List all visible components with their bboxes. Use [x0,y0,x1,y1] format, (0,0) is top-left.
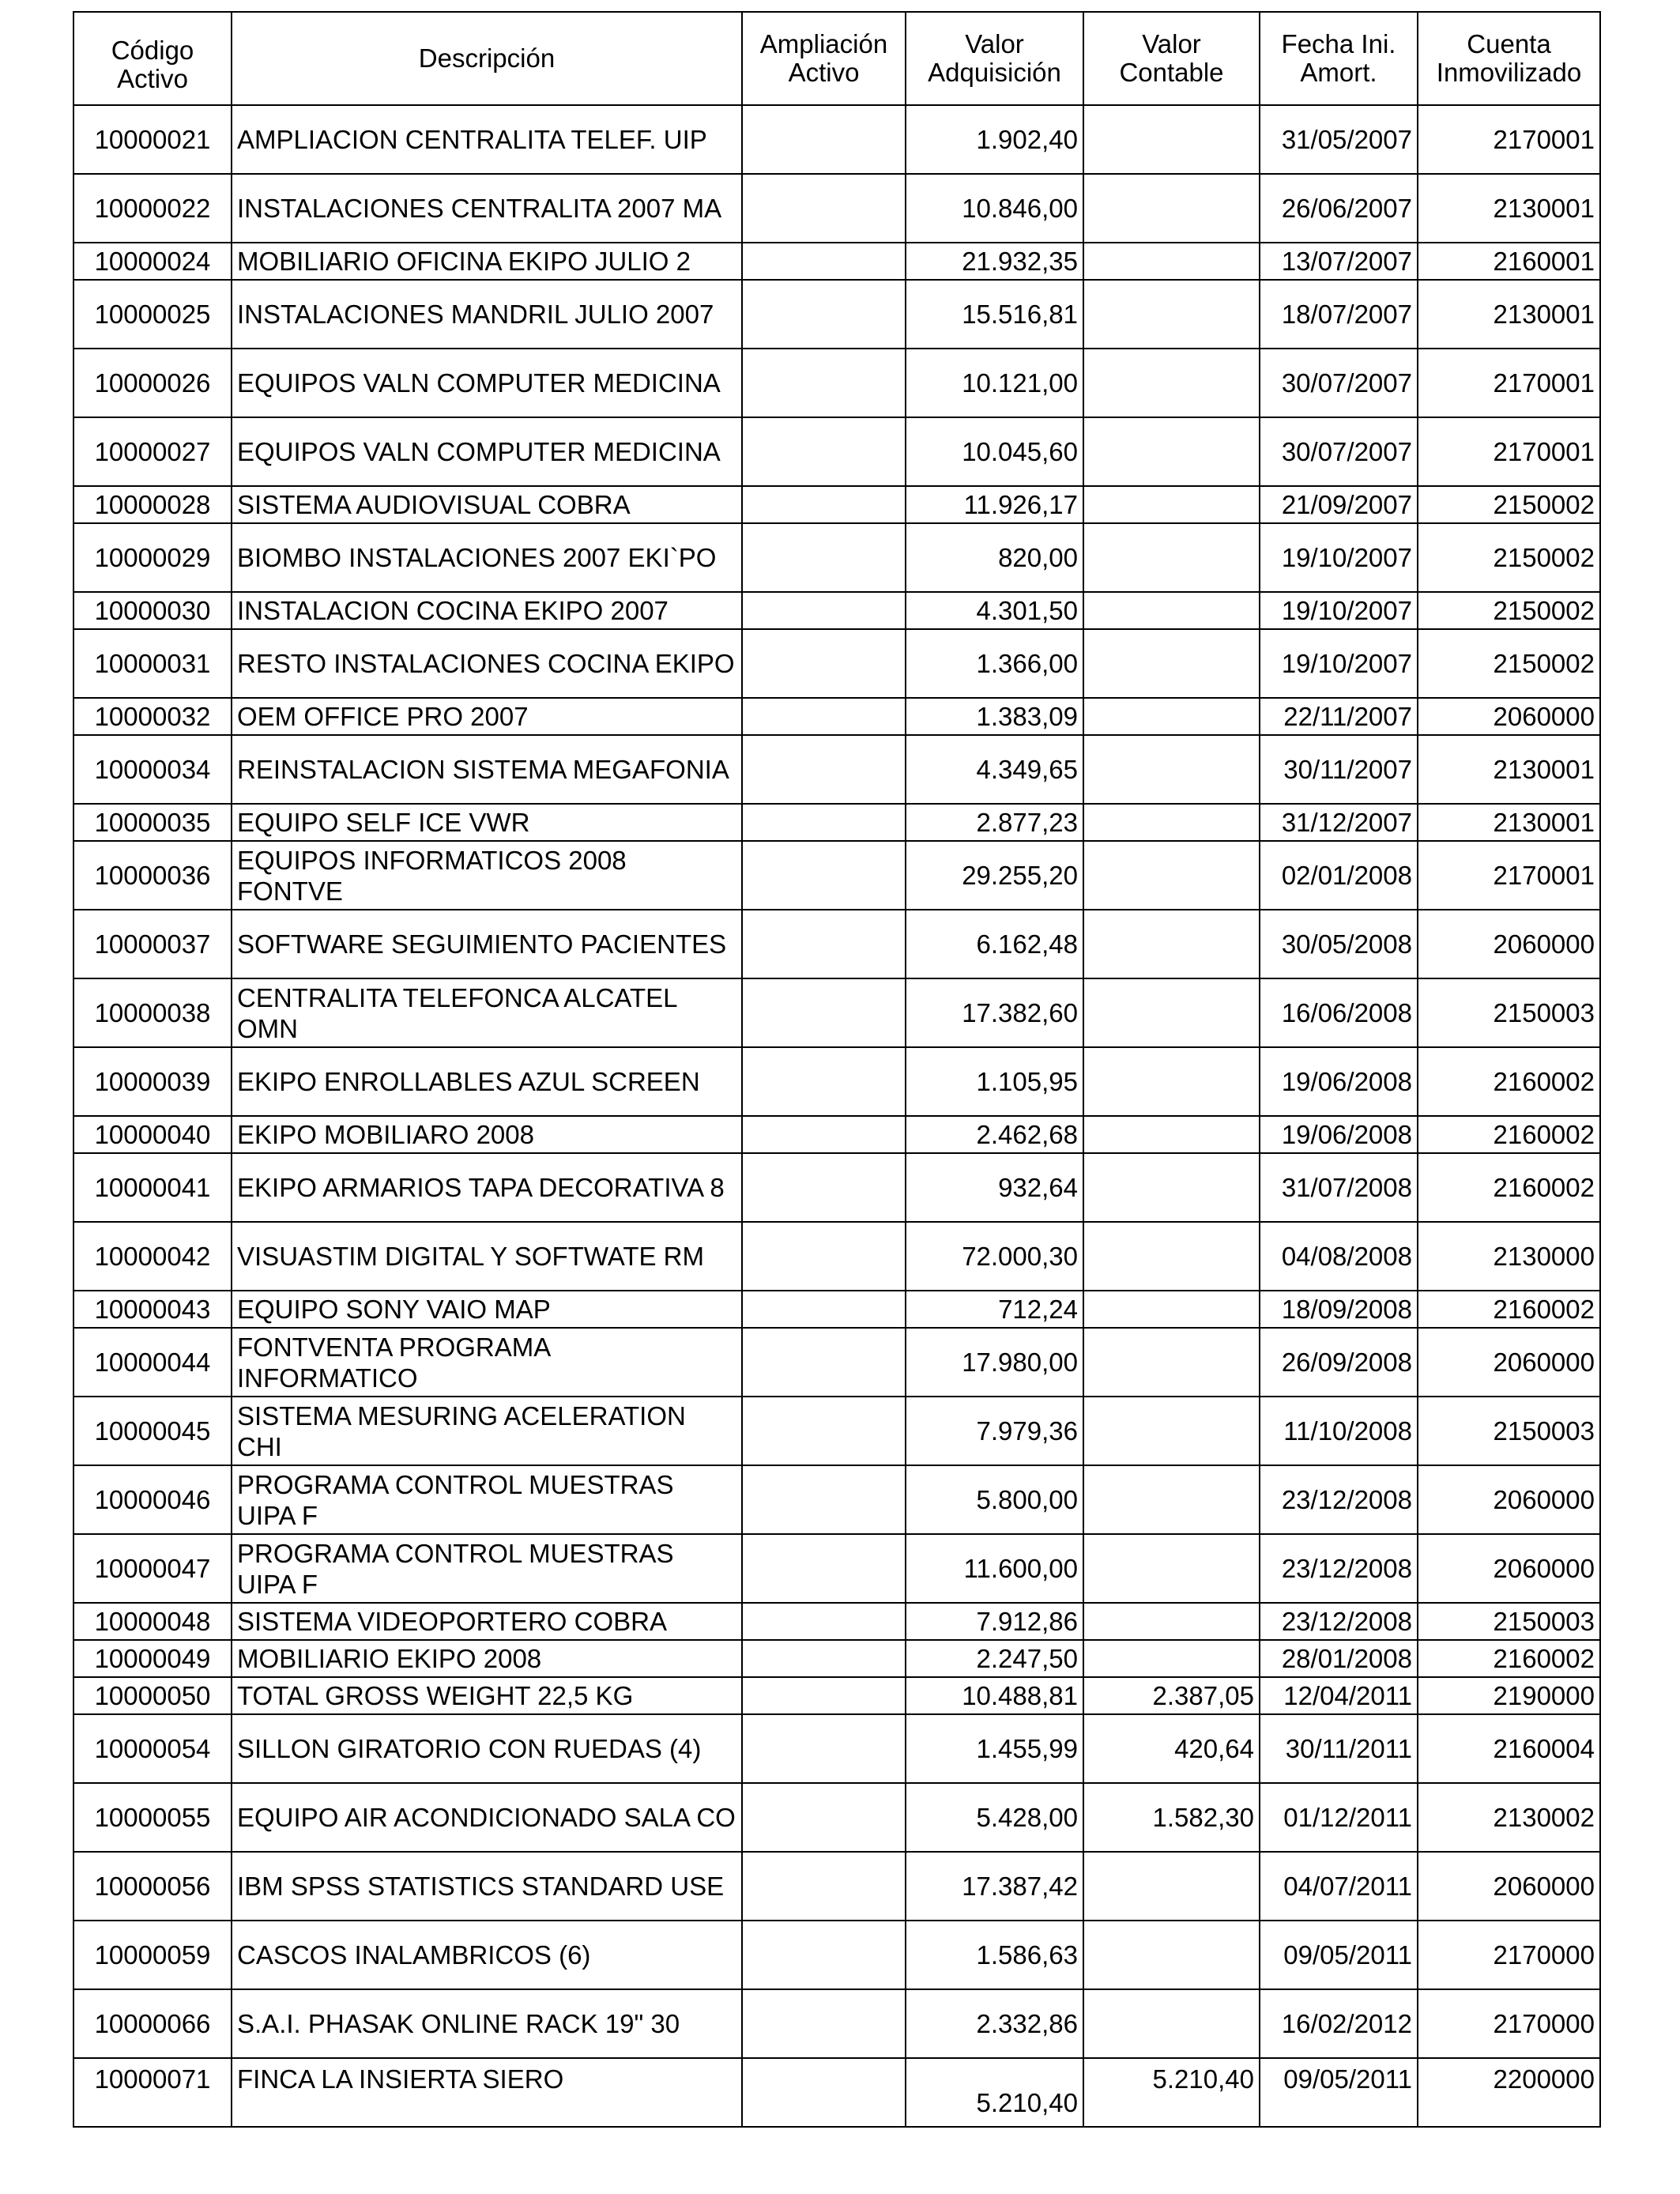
cell-cuenta: 2130001 [1418,174,1600,243]
cell-ampliacion [742,1640,906,1677]
cell-ampliacion [742,1397,906,1465]
assets-table [73,11,1601,2128]
cell-fecha: 21/09/2007 [1260,486,1418,523]
cell-ampliacion [742,280,906,349]
cell-fecha: 04/08/2008 [1260,1222,1418,1291]
cell-codigo: 10000038 [73,978,232,1047]
cell-valor-contable [1083,1047,1260,1116]
cell-valor-contable [1083,349,1260,417]
cell-fecha: 31/12/2007 [1260,804,1418,841]
cell-valor-contable: 2.387,05 [1083,1677,1260,1714]
table-row [73,174,1600,243]
cell-fecha: 02/01/2008 [1260,841,1418,910]
cell-cuenta: 2130001 [1418,735,1600,804]
cell-descripcion: TOTAL GROSS WEIGHT 22,5 KG [232,1677,742,1714]
cell-fecha: 19/10/2007 [1260,592,1418,629]
cell-ampliacion [742,1534,906,1603]
cell-fecha: 30/05/2008 [1260,910,1418,978]
cell-valor-contable [1083,1603,1260,1640]
table-row [73,1677,1600,1714]
table-body [73,105,1600,2127]
cell-cuenta: 2150003 [1418,1603,1600,1640]
table-row [73,280,1600,349]
cell-codigo: 10000042 [73,1222,232,1291]
cell-fecha: 30/07/2007 [1260,417,1418,486]
cell-descripcion: EQUIPO SONY VAIO MAP [232,1291,742,1328]
cell-valor-contable [1083,486,1260,523]
cell-valor-adquisicion: 10.121,00 [906,349,1083,417]
cell-valor-contable [1083,1852,1260,1921]
cell-ampliacion [742,243,906,280]
cell-fecha: 23/12/2008 [1260,1465,1418,1534]
cell-fecha: 23/12/2008 [1260,1603,1418,1640]
cell-fecha: 30/07/2007 [1260,349,1418,417]
cell-codigo: 10000041 [73,1153,232,1222]
cell-fecha: 31/05/2007 [1260,105,1418,174]
table-row [73,1465,1600,1534]
cell-codigo: 10000059 [73,1921,232,1989]
table-row [73,349,1600,417]
cell-cuenta: 2150002 [1418,629,1600,698]
cell-cuenta: 2130002 [1418,1783,1600,1852]
cell-valor-adquisicion: 1.105,95 [906,1047,1083,1116]
cell-fecha: 09/05/2011 [1260,1921,1418,1989]
cell-codigo: 10000027 [73,417,232,486]
cell-cuenta: 2170001 [1418,841,1600,910]
cell-ampliacion [742,1921,906,1989]
cell-valor-adquisicion: 2.877,23 [906,804,1083,841]
cell-valor-contable [1083,280,1260,349]
cell-valor-adquisicion: 15.516,81 [906,280,1083,349]
cell-ampliacion [742,735,906,804]
cell-cuenta: 2170001 [1418,417,1600,486]
cell-codigo: 10000043 [73,1291,232,1328]
cell-descripcion: SISTEMA AUDIOVISUAL COBRA [232,486,742,523]
cell-descripcion: FINCA LA INSIERTA SIERO [232,2058,742,2127]
cell-valor-adquisicion: 5.210,40 [906,2058,1083,2127]
cell-cuenta: 2160001 [1418,243,1600,280]
cell-fecha: 26/09/2008 [1260,1328,1418,1397]
cell-valor-adquisicion: 21.932,35 [906,243,1083,280]
cell-descripcion: CENTRALITA TELEFONCA ALCATEL OMN [232,978,742,1047]
header-cuenta: Cuenta Inmovilizado [1418,12,1600,105]
cell-codigo: 10000045 [73,1397,232,1465]
header-fecha: Fecha Ini. Amort. [1260,12,1418,105]
cell-codigo: 10000025 [73,280,232,349]
cell-descripcion: CASCOS INALAMBRICOS (6) [232,1921,742,1989]
cell-codigo: 10000055 [73,1783,232,1852]
cell-codigo: 10000032 [73,698,232,735]
cell-ampliacion [742,1047,906,1116]
cell-fecha: 26/06/2007 [1260,174,1418,243]
cell-descripcion: PROGRAMA CONTROL MUESTRAS UIPA F [232,1465,742,1534]
table-row [73,629,1600,698]
cell-cuenta: 2160002 [1418,1291,1600,1328]
cell-codigo: 10000028 [73,486,232,523]
cell-codigo: 10000048 [73,1603,232,1640]
table-row [73,2058,1600,2127]
cell-cuenta: 2130001 [1418,804,1600,841]
header-descripcion: Descripción [232,12,742,105]
cell-ampliacion [742,629,906,698]
cell-codigo: 10000026 [73,349,232,417]
cell-ampliacion [742,523,906,592]
cell-descripcion: FONTVENTA PROGRAMA INFORMATICO [232,1328,742,1397]
cell-fecha: 19/10/2007 [1260,629,1418,698]
cell-fecha: 30/11/2007 [1260,735,1418,804]
cell-ampliacion [742,174,906,243]
cell-descripcion: REINSTALACION SISTEMA MEGAFONIA [232,735,742,804]
cell-valor-contable [1083,1534,1260,1603]
cell-valor-adquisicion: 932,64 [906,1153,1083,1222]
table-row [73,698,1600,735]
cell-descripcion: INSTALACIONES MANDRIL JULIO 2007 [232,280,742,349]
table-row [73,804,1600,841]
cell-ampliacion [742,1328,906,1397]
cell-valor-adquisicion: 1.455,99 [906,1714,1083,1783]
cell-ampliacion [742,1677,906,1714]
table-row [73,841,1600,910]
cell-ampliacion [742,349,906,417]
cell-fecha: 13/07/2007 [1260,243,1418,280]
cell-valor-adquisicion: 17.382,60 [906,978,1083,1047]
cell-valor-contable [1083,1153,1260,1222]
cell-cuenta: 2060000 [1418,698,1600,735]
cell-fecha: 31/07/2008 [1260,1153,1418,1222]
cell-fecha: 04/07/2011 [1260,1852,1418,1921]
cell-valor-adquisicion: 1.383,09 [906,698,1083,735]
cell-valor-adquisicion: 2.247,50 [906,1640,1083,1677]
cell-valor-contable [1083,592,1260,629]
table-row [73,1291,1600,1328]
cell-valor-adquisicion: 10.846,00 [906,174,1083,243]
cell-cuenta: 2060000 [1418,1534,1600,1603]
table-row [73,1603,1600,1640]
cell-valor-contable: 1.582,30 [1083,1783,1260,1852]
cell-valor-adquisicion: 6.162,48 [906,910,1083,978]
cell-ampliacion [742,105,906,174]
cell-valor-adquisicion: 10.045,60 [906,417,1083,486]
cell-ampliacion [742,417,906,486]
cell-codigo: 10000066 [73,1989,232,2058]
cell-valor-adquisicion: 820,00 [906,523,1083,592]
cell-cuenta: 2150002 [1418,486,1600,523]
table-row [73,105,1600,174]
cell-cuenta: 2060000 [1418,1465,1600,1534]
table-row [73,1047,1600,1116]
cell-valor-adquisicion: 712,24 [906,1291,1083,1328]
table-row [73,417,1600,486]
cell-fecha: 11/10/2008 [1260,1397,1418,1465]
cell-ampliacion [742,2058,906,2127]
cell-descripcion: EKIPO ENROLLABLES AZUL SCREEN [232,1047,742,1116]
cell-descripcion: EKIPO ARMARIOS TAPA DECORATIVA 8 [232,1153,742,1222]
cell-valor-adquisicion: 11.926,17 [906,486,1083,523]
cell-valor-contable [1083,417,1260,486]
cell-ampliacion [742,1153,906,1222]
cell-ampliacion [742,1465,906,1534]
cell-valor-adquisicion: 1.366,00 [906,629,1083,698]
cell-valor-adquisicion: 17.980,00 [906,1328,1083,1397]
cell-descripcion: SISTEMA MESURING ACELERATION CHI [232,1397,742,1465]
cell-valor-contable [1083,804,1260,841]
cell-descripcion: EQUIPOS INFORMATICOS 2008 FONTVE [232,841,742,910]
header-valor-adquisicion: Valor Adquisición [906,12,1083,105]
cell-ampliacion [742,910,906,978]
table-row [73,1534,1600,1603]
cell-valor-adquisicion: 2.462,68 [906,1116,1083,1153]
cell-valor-adquisicion: 2.332,86 [906,1989,1083,2058]
cell-valor-adquisicion: 7.979,36 [906,1397,1083,1465]
cell-valor-adquisicion: 29.255,20 [906,841,1083,910]
cell-ampliacion [742,1603,906,1640]
cell-valor-adquisicion: 72.000,30 [906,1222,1083,1291]
header-valor-contable: Valor Contable [1083,12,1260,105]
cell-codigo: 10000035 [73,804,232,841]
table-row [73,1783,1600,1852]
cell-fecha: 18/09/2008 [1260,1291,1418,1328]
cell-ampliacion [742,698,906,735]
cell-descripcion: SOFTWARE SEGUIMIENTO PACIENTES [232,910,742,978]
cell-valor-contable [1083,1640,1260,1677]
table-row [73,735,1600,804]
cell-descripcion: INSTALACIONES CENTRALITA 2007 MA [232,174,742,243]
cell-valor-contable [1083,105,1260,174]
cell-valor-adquisicion: 5.428,00 [906,1783,1083,1852]
cell-cuenta: 2170000 [1418,1921,1600,1989]
cell-valor-contable [1083,1921,1260,1989]
table-row [73,1640,1600,1677]
cell-codigo: 10000049 [73,1640,232,1677]
cell-cuenta: 2170001 [1418,105,1600,174]
cell-valor-contable [1083,1116,1260,1153]
cell-ampliacion [742,978,906,1047]
cell-descripcion: SILLON GIRATORIO CON RUEDAS (4) [232,1714,742,1783]
cell-valor-contable [1083,523,1260,592]
cell-ampliacion [742,486,906,523]
cell-ampliacion [742,1989,906,2058]
cell-descripcion: RESTO INSTALACIONES COCINA EKIPO [232,629,742,698]
cell-fecha: 28/01/2008 [1260,1640,1418,1677]
cell-cuenta: 2160002 [1418,1116,1600,1153]
cell-descripcion: SISTEMA VIDEOPORTERO COBRA [232,1603,742,1640]
cell-valor-adquisicion: 1.586,63 [906,1921,1083,1989]
cell-valor-adquisicion: 1.902,40 [906,105,1083,174]
cell-valor-contable [1083,978,1260,1047]
cell-codigo: 10000036 [73,841,232,910]
cell-valor-adquisicion: 10.488,81 [906,1677,1083,1714]
cell-fecha: 19/06/2008 [1260,1116,1418,1153]
cell-ampliacion [742,1291,906,1328]
cell-codigo: 10000056 [73,1852,232,1921]
cell-codigo: 10000030 [73,592,232,629]
cell-fecha: 23/12/2008 [1260,1534,1418,1603]
cell-valor-contable [1083,243,1260,280]
cell-descripcion: AMPLIACION CENTRALITA TELEF. UIP [232,105,742,174]
cell-ampliacion [742,1222,906,1291]
cell-valor-contable [1083,698,1260,735]
cell-cuenta: 2130000 [1418,1222,1600,1291]
table-row [73,1222,1600,1291]
cell-valor-contable: 420,64 [1083,1714,1260,1783]
cell-ampliacion [742,1116,906,1153]
cell-valor-contable [1083,629,1260,698]
table-row [73,1852,1600,1921]
table-row [73,978,1600,1047]
cell-cuenta: 2060000 [1418,910,1600,978]
cell-descripcion: INSTALACION COCINA EKIPO 2007 [232,592,742,629]
cell-cuenta: 2200000 [1418,2058,1600,2127]
table-row [73,523,1600,592]
header-ampliacion: Ampliación Activo [742,12,906,105]
cell-codigo: 10000046 [73,1465,232,1534]
table-row [73,1116,1600,1153]
cell-descripcion: PROGRAMA CONTROL MUESTRAS UIPA F [232,1534,742,1603]
cell-cuenta: 2170001 [1418,349,1600,417]
cell-cuenta: 2160002 [1418,1047,1600,1116]
cell-fecha: 09/05/2011 [1260,2058,1418,2127]
cell-codigo: 10000031 [73,629,232,698]
cell-descripcion: EQUIPOS VALN COMPUTER MEDICINA [232,349,742,417]
cell-codigo: 10000047 [73,1534,232,1603]
cell-valor-contable [1083,910,1260,978]
cell-codigo: 10000037 [73,910,232,978]
cell-valor-adquisicion: 4.349,65 [906,735,1083,804]
cell-descripcion: EQUIPO SELF ICE VWR [232,804,742,841]
cell-cuenta: 2150003 [1418,978,1600,1047]
table-row [73,1989,1600,2058]
cell-descripcion: EKIPO MOBILIARO 2008 [232,1116,742,1153]
cell-codigo: 10000024 [73,243,232,280]
cell-codigo: 10000044 [73,1328,232,1397]
cell-descripcion: OEM OFFICE PRO 2007 [232,698,742,735]
cell-valor-contable [1083,1291,1260,1328]
table-row [73,486,1600,523]
header-codigo: Código Activo [73,12,232,105]
cell-cuenta: 2190000 [1418,1677,1600,1714]
table-row [73,1397,1600,1465]
cell-codigo: 10000029 [73,523,232,592]
cell-valor-adquisicion: 11.600,00 [906,1534,1083,1603]
table-row [73,1921,1600,1989]
cell-fecha: 19/06/2008 [1260,1047,1418,1116]
cell-cuenta: 2060000 [1418,1852,1600,1921]
cell-valor-adquisicion: 7.912,86 [906,1603,1083,1640]
cell-codigo: 10000034 [73,735,232,804]
cell-valor-adquisicion: 5.800,00 [906,1465,1083,1534]
cell-valor-contable: 5.210,40 [1083,2058,1260,2127]
cell-cuenta: 2150003 [1418,1397,1600,1465]
cell-valor-contable [1083,1465,1260,1534]
cell-ampliacion [742,1783,906,1852]
cell-valor-contable [1083,841,1260,910]
table-row [73,910,1600,978]
cell-ampliacion [742,804,906,841]
cell-cuenta: 2160004 [1418,1714,1600,1783]
cell-valor-contable [1083,1222,1260,1291]
cell-descripcion: VISUASTIM DIGITAL Y SOFTWATE RM [232,1222,742,1291]
cell-ampliacion [742,1852,906,1921]
cell-descripcion: MOBILIARIO EKIPO 2008 [232,1640,742,1677]
table-row [73,1153,1600,1222]
cell-valor-contable [1083,735,1260,804]
table-row [73,243,1600,280]
cell-descripcion: MOBILIARIO OFICINA EKIPO JULIO 2 [232,243,742,280]
cell-cuenta: 2150002 [1418,592,1600,629]
cell-codigo: 10000054 [73,1714,232,1783]
cell-descripcion: EQUIPOS VALN COMPUTER MEDICINA [232,417,742,486]
cell-codigo: 10000022 [73,174,232,243]
table-row [73,1714,1600,1783]
cell-fecha: 01/12/2011 [1260,1783,1418,1852]
cell-codigo: 10000050 [73,1677,232,1714]
cell-descripcion: EQUIPO AIR ACONDICIONADO SALA CO [232,1783,742,1852]
cell-fecha: 12/04/2011 [1260,1677,1418,1714]
cell-descripcion: BIOMBO INSTALACIONES 2007 EKI`PO [232,523,742,592]
cell-descripcion: IBM SPSS STATISTICS STANDARD USE [232,1852,742,1921]
cell-cuenta: 2170000 [1418,1989,1600,2058]
cell-descripcion: S.A.I. PHASAK ONLINE RACK 19" 30 [232,1989,742,2058]
cell-valor-contable [1083,1989,1260,2058]
cell-cuenta: 2160002 [1418,1153,1600,1222]
cell-valor-contable [1083,1328,1260,1397]
cell-fecha: 16/06/2008 [1260,978,1418,1047]
table-row [73,1328,1600,1397]
cell-codigo: 10000071 [73,2058,232,2127]
cell-cuenta: 2130001 [1418,280,1600,349]
cell-cuenta: 2160002 [1418,1640,1600,1677]
cell-fecha: 30/11/2011 [1260,1714,1418,1783]
cell-cuenta: 2060000 [1418,1328,1600,1397]
cell-fecha: 18/07/2007 [1260,280,1418,349]
cell-codigo: 10000021 [73,105,232,174]
cell-ampliacion [742,1714,906,1783]
cell-valor-adquisicion: 4.301,50 [906,592,1083,629]
cell-fecha: 19/10/2007 [1260,523,1418,592]
table-row [73,592,1600,629]
cell-codigo: 10000039 [73,1047,232,1116]
cell-ampliacion [742,841,906,910]
cell-valor-adquisicion: 17.387,42 [906,1852,1083,1921]
cell-cuenta: 2150002 [1418,523,1600,592]
cell-valor-contable [1083,1397,1260,1465]
cell-codigo: 10000040 [73,1116,232,1153]
cell-fecha: 22/11/2007 [1260,698,1418,735]
cell-valor-contable [1083,174,1260,243]
cell-ampliacion [742,592,906,629]
cell-fecha: 16/02/2012 [1260,1989,1418,2058]
table-header-row [73,12,1600,105]
